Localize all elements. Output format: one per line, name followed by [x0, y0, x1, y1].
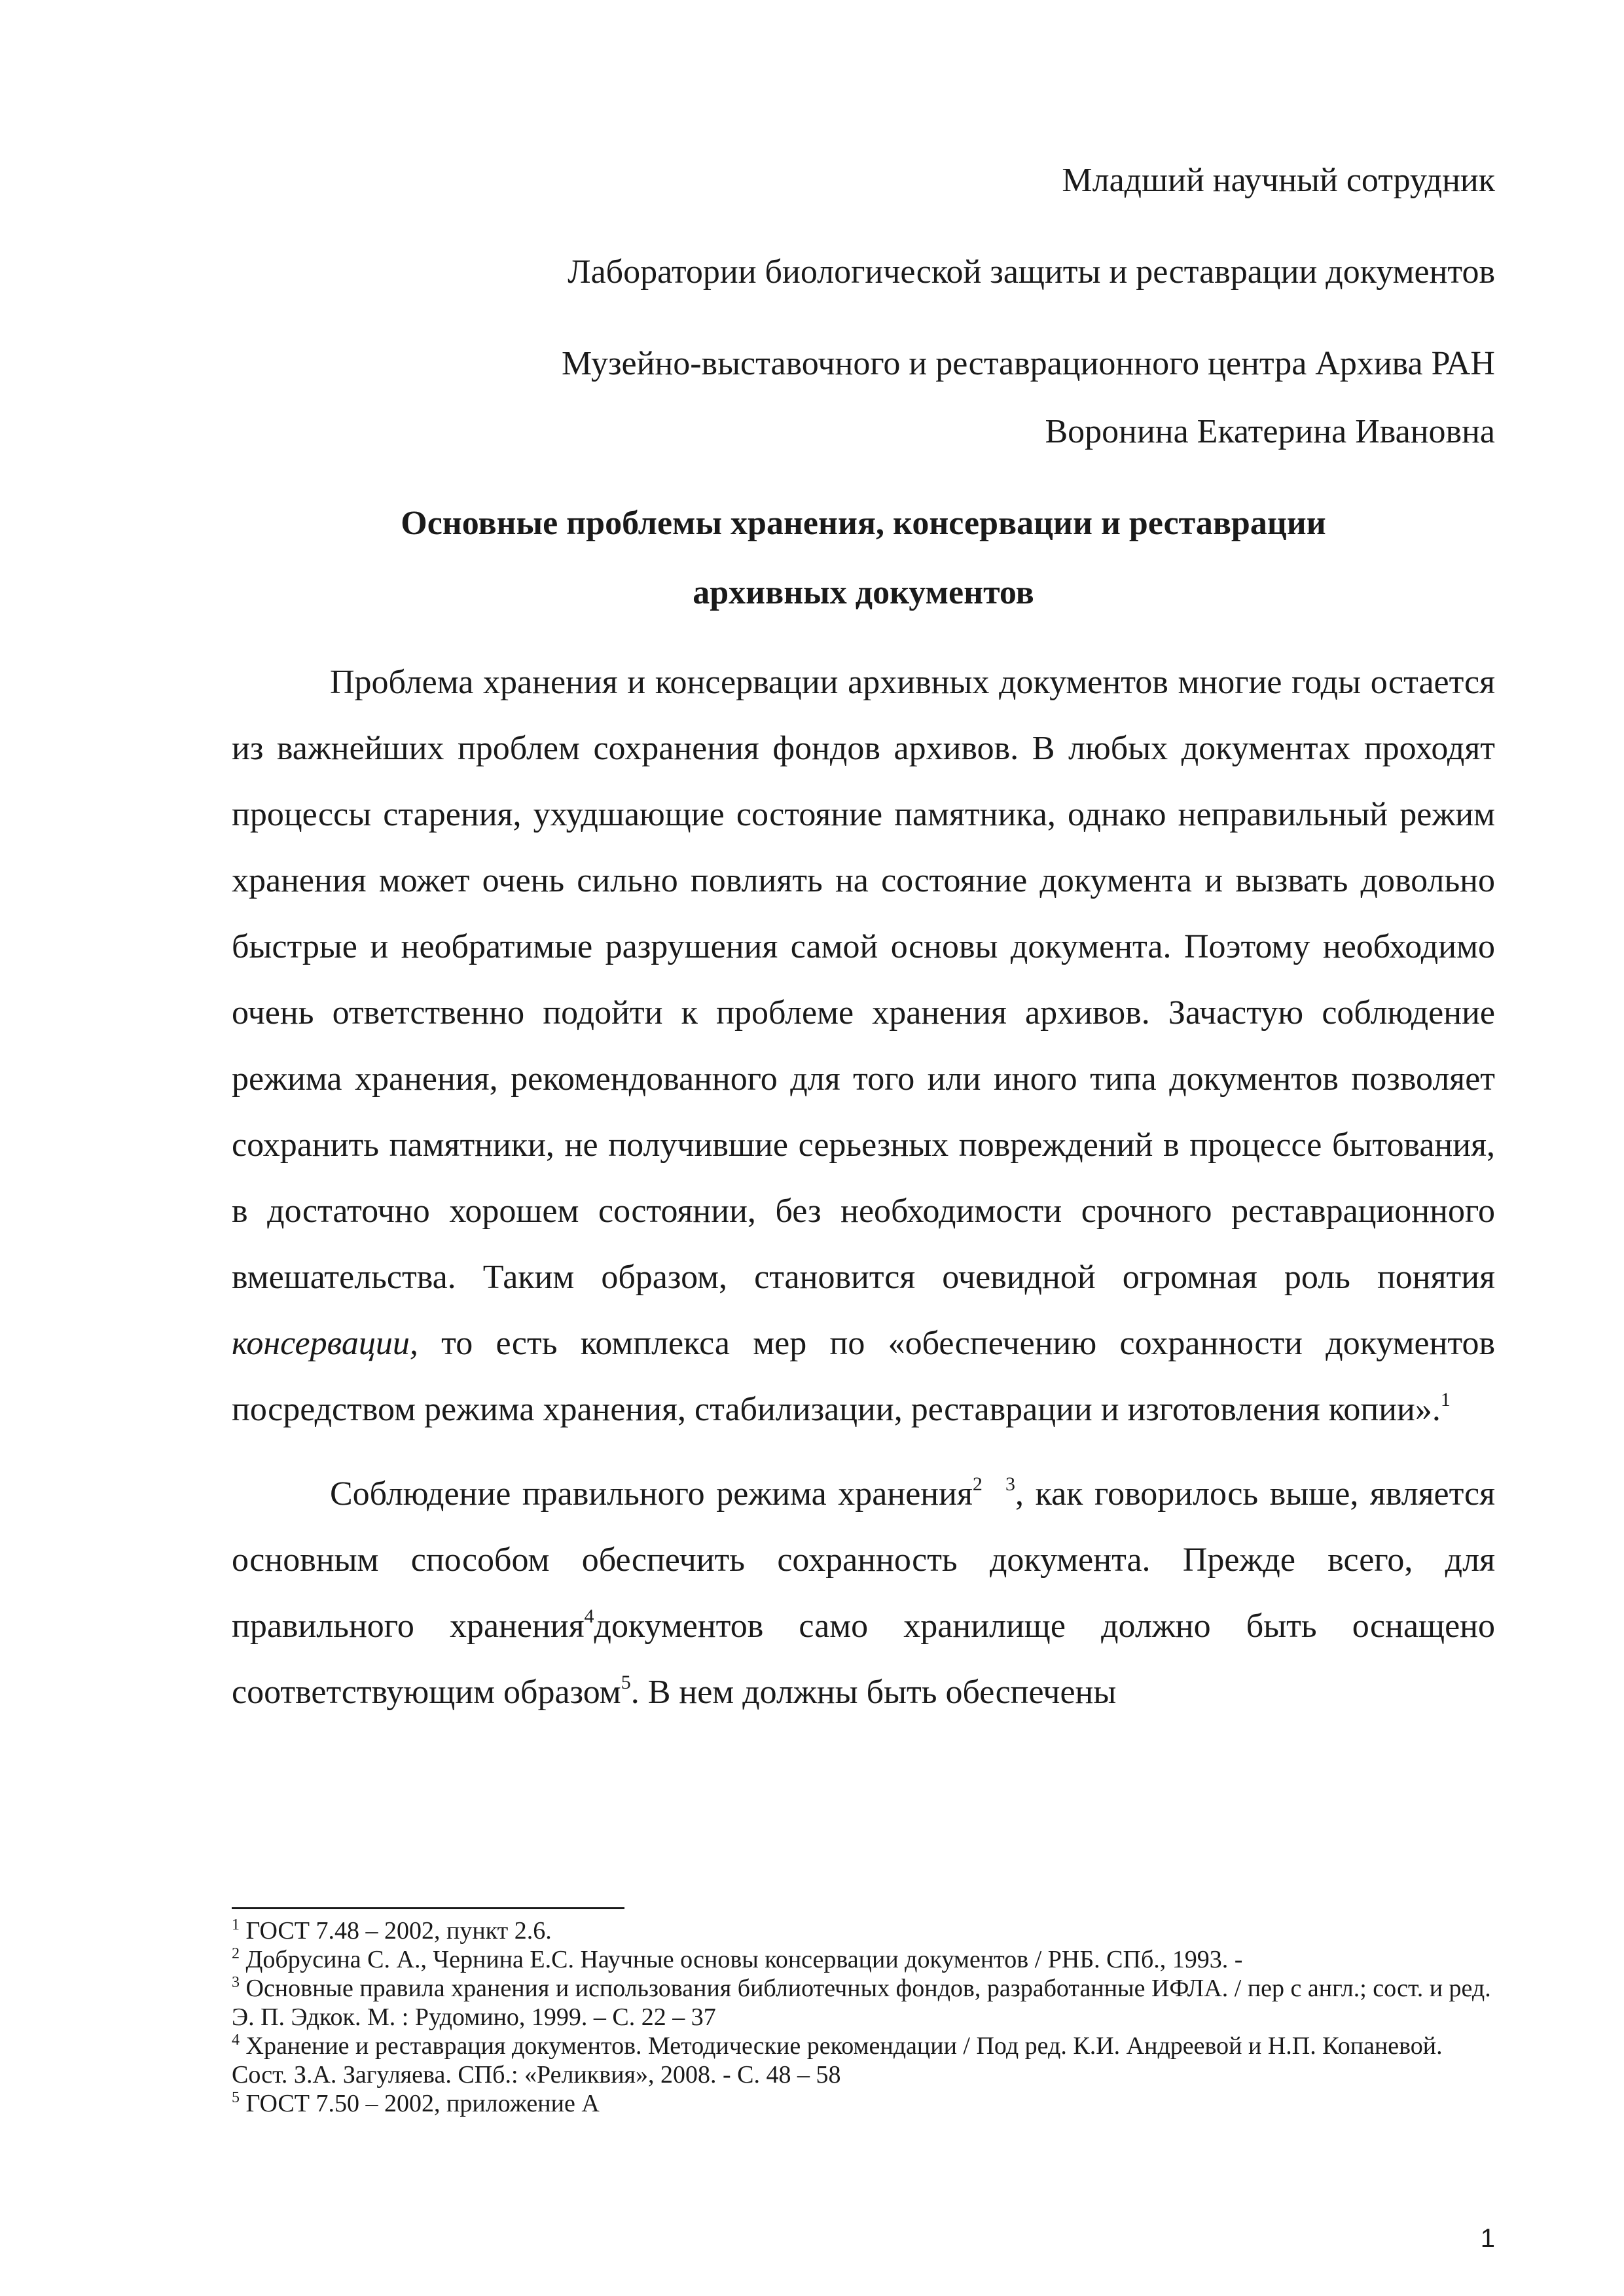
footnote-text: Добрусина С. А., Чернина Е.С. Научные основы консервации документов / РНБ. СПб., 1993. -	[245, 1946, 1243, 1973]
paragraph-1-text-a: Проблема хранения и консервации архивных документов многие годы остается из важнейших проблем сохранения фондов архивов. В любых документах проходят процессы старения, ухудшающие состояние памятника, однако неправильный режим хранения может очень сильно повлиять на состояние документа и вызвать довольно быстрые и необратимые разрушения самой основы документа. Поэтому необходимо очень ответственно подойти к проблеме хранения архивов. Зачастую соблюдение режима хранения, рекомендованного для того или иного типа документов позволяет сохранить памятники, не получившие серьезных повреждений в процессе бытования, в достаточно хорошем состоянии, без необходимости срочного реставрационного вмешательства. Таким образом, становится очевидной огромная роль понятия	[232, 664, 1495, 1296]
author-name: Воронина Екатерина Ивановна	[1045, 413, 1495, 450]
footnote-ref-5: 5	[621, 1672, 631, 1693]
footnote-separator	[232, 1907, 624, 1909]
footnote-ref-3: 3	[1005, 1473, 1016, 1495]
footnote-text: Хранение и реставрация документов. Методические рекомендации / Под ред. К.И. Андреевой и Н.П. Копаневой. Сост. З.А. Загуляева. СПб.: «Реликвия», 2008. - С. 48 – 58	[232, 2032, 1443, 2089]
article-title-line-2: архивных документов	[693, 574, 1034, 611]
footnote-5	[232, 2089, 1495, 2118]
footnote-ref-4: 4	[584, 1605, 594, 1627]
footnote-2	[232, 1945, 1495, 1974]
paragraph-2-text-a: Соблюдение правильного режима хранения	[330, 1475, 973, 1513]
footnote-number: 3	[232, 1974, 240, 1991]
term-conservation: консервации,	[232, 1325, 418, 1362]
paragraph-2	[232, 1461, 1495, 1725]
article-title-line-1: Основные проблемы хранения, консервации и реставрации	[401, 505, 1326, 542]
paragraph-2-text-c: документов само хранилище должно быть оснащено соответствующим образом	[232, 1607, 1495, 1711]
footnote-text: Основные правила хранения и использования библиотечных фондов, разработанные ИФЛА. / пер с англ.; сост. и ред. Э. П. Эдкок. М. : Рудомино, 1999. – С. 22 – 37	[232, 1975, 1491, 2031]
footnote-ref-2: 2	[972, 1473, 983, 1495]
article-body	[232, 649, 1495, 1725]
footnote-1	[232, 1916, 1495, 1945]
footnote-text: ГОСТ 7.48 – 2002, пункт 2.6.	[245, 1917, 552, 1945]
author-lab: Лаборатории биологической защиты и реставрации документов	[568, 253, 1495, 291]
footnote-4	[232, 2032, 1495, 2089]
paragraph-1-text-b: то есть комплекса мер по «обеспечению сохранности документов посредством режима хранения, стабилизации, реставрации и изготовления копии».	[232, 1325, 1496, 1428]
page-number: 1	[1480, 2224, 1495, 2253]
paragraph-1	[232, 649, 1495, 1443]
author-position: Младший научный сотрудник	[1062, 162, 1495, 199]
footnote-3	[232, 1974, 1495, 2032]
footnotes	[232, 1916, 1495, 2118]
footnote-number: 2	[232, 1945, 240, 1962]
footnote-text: ГОСТ 7.50 – 2002, приложение А	[245, 2090, 600, 2117]
paragraph-2-text-d: . В нем должны быть обеспечены	[630, 1674, 1117, 1711]
footnote-number: 5	[232, 2089, 240, 2106]
footnote-number: 4	[232, 2032, 240, 2049]
footnote-number: 1	[232, 1916, 240, 1933]
footnote-ref-1: 1	[1440, 1389, 1451, 1410]
author-center: Музейно-выставочного и реставрационного центра Архива РАН	[562, 345, 1495, 382]
paragraph-2-text-b: , как говорилось выше, является основным способом обеспечить сохранность документа. Прежде всего, для правильного хранения	[232, 1475, 1495, 1645]
